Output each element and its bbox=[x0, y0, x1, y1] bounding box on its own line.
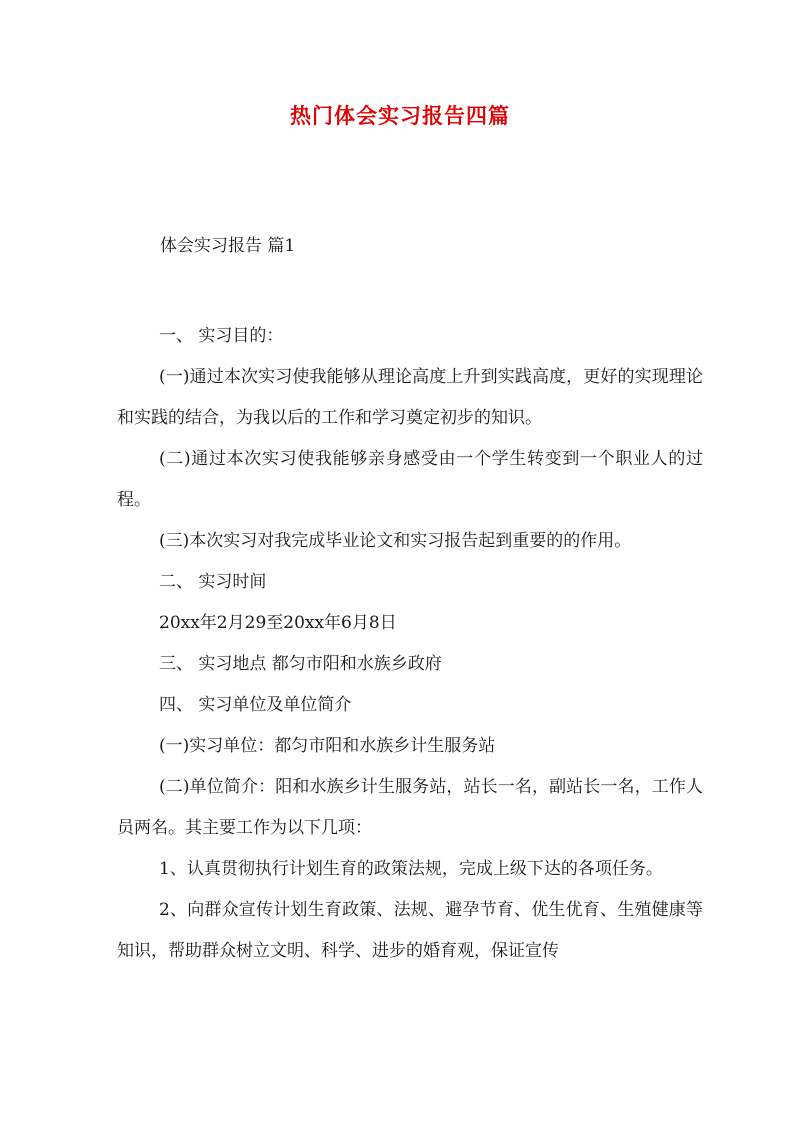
paragraph: 三、 实习地点 都匀市阳和水族乡政府 bbox=[159, 654, 442, 674]
paragraph: (二)通过本次实习使我能够亲身感受由一个学生转变到一个职业人的过程。 bbox=[117, 449, 703, 510]
paragraph: (一)通过本次实习使我能够从理论高度上升到实践高度，更好的实现理论和实践的结合，为我以后的工作和学习奠定初步的知识。 bbox=[117, 367, 703, 428]
paragraph: 20xx年2月29至20xx年6月8日 bbox=[159, 613, 397, 633]
paragraph: 2、向群众宣传计划生育政策、法规、避孕节育、优生优育、生殖健康等知识，帮助群众树立文明、科学、进步的婚育观，保证宣传 bbox=[117, 900, 703, 961]
document-body bbox=[117, 316, 703, 972]
paragraph: (二)单位简介：阳和水族乡计生服务站，站长一名，副站长一名，工作人员两名。其主要工作为以下几项： bbox=[117, 777, 703, 838]
paragraph: 一、 实习目的： bbox=[159, 326, 284, 346]
document-title: 热门体会实习报告四篇 bbox=[290, 103, 510, 128]
paragraph: (一)实习单位：都匀市阳和水族乡计生服务站 bbox=[159, 736, 496, 756]
paragraph: 四、 实习单位及单位简介 bbox=[159, 695, 352, 715]
paragraph: 二、 实习时间 bbox=[159, 572, 267, 592]
paragraph: 1、认真贯彻执行计划生育的政策法规，完成上级下达的各项任务。 bbox=[159, 859, 663, 879]
paragraph: (三)本次实习对我完成毕业论文和实习报告起到重要的的作用。 bbox=[159, 531, 632, 551]
section-heading: 体会实习报告 篇1 bbox=[160, 236, 296, 256]
